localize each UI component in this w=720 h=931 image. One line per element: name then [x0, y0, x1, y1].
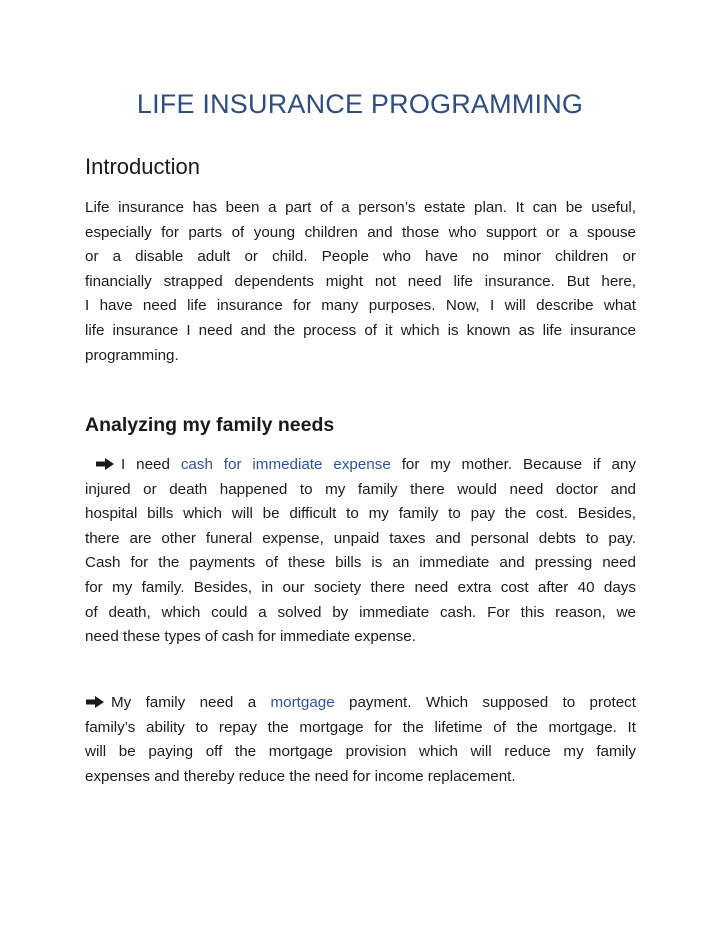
- paragraph-line: need these types of cash for immediate expense.: [85, 628, 416, 646]
- paragraph-line: Cash for the payments of these bills is an immediate and pressing need: [85, 554, 636, 572]
- right-arrow-icon: [95, 457, 115, 471]
- immediate-expense-paragraph: [85, 453, 636, 650]
- right-arrow-icon: [85, 695, 105, 709]
- paragraph-line: financially strapped dependents might not need life insurance. But here,: [85, 272, 636, 290]
- introduction-heading: Introduction: [85, 154, 200, 179]
- paragraph-line: expenses and thereby reduce the need for income replacement.: [85, 767, 516, 785]
- line-suffix: for my mother. Because if any: [390, 456, 636, 473]
- paragraph-line: will be paying off the mortgage provision which will reduce my family: [85, 743, 636, 761]
- document-title: LIFE INSURANCE PROGRAMMING: [136, 89, 584, 119]
- paragraph-line: I have need life insurance for many purposes. Now, I will describe what: [85, 297, 636, 315]
- paragraph-line: life insurance I need and the process of it which is known as life insurance: [85, 321, 636, 339]
- paragraph-first-line: [85, 453, 636, 478]
- paragraph-line: there are other funeral expense, unpaid taxes and personal debts to pay.: [85, 529, 636, 547]
- paragraph-line: family’s ability to repay the mortgage for the lifetime of the mortgage. It: [85, 718, 636, 736]
- paragraph-line: for my family. Besides, in our society there need extra cost after 40 days: [85, 578, 636, 596]
- highlight-cash-immediate-expense: cash for immediate expense: [180, 456, 391, 473]
- paragraph-line: of death, which could a solved by immediate cash. For this reason, we: [85, 603, 636, 621]
- family-needs-heading: Analyzing my family needs: [85, 414, 335, 436]
- line-prefix: I need: [121, 456, 181, 473]
- introduction-paragraph: [85, 196, 636, 368]
- line-prefix: My family need a: [111, 694, 271, 711]
- line-suffix: payment. Which supposed to protect: [334, 694, 636, 711]
- highlight-mortgage: mortgage: [270, 694, 335, 711]
- paragraph-line: programming.: [85, 346, 179, 364]
- paragraph-line: injured or death happened to my family there would need doctor and: [85, 480, 636, 498]
- paragraph-line: especially for parts of young children and those who support or a spouse: [85, 223, 636, 241]
- paragraph-line: or a disable adult or child. People who have no minor children or: [85, 248, 636, 266]
- paragraph-first-line: [85, 691, 636, 716]
- paragraph-line: hospital bills which will be difficult to my family to pay the cost. Besides,: [85, 505, 636, 523]
- paragraph-line: Life insurance has been a part of a person’s estate plan. It can be useful,: [85, 199, 636, 216]
- mortgage-paragraph: [85, 691, 636, 789]
